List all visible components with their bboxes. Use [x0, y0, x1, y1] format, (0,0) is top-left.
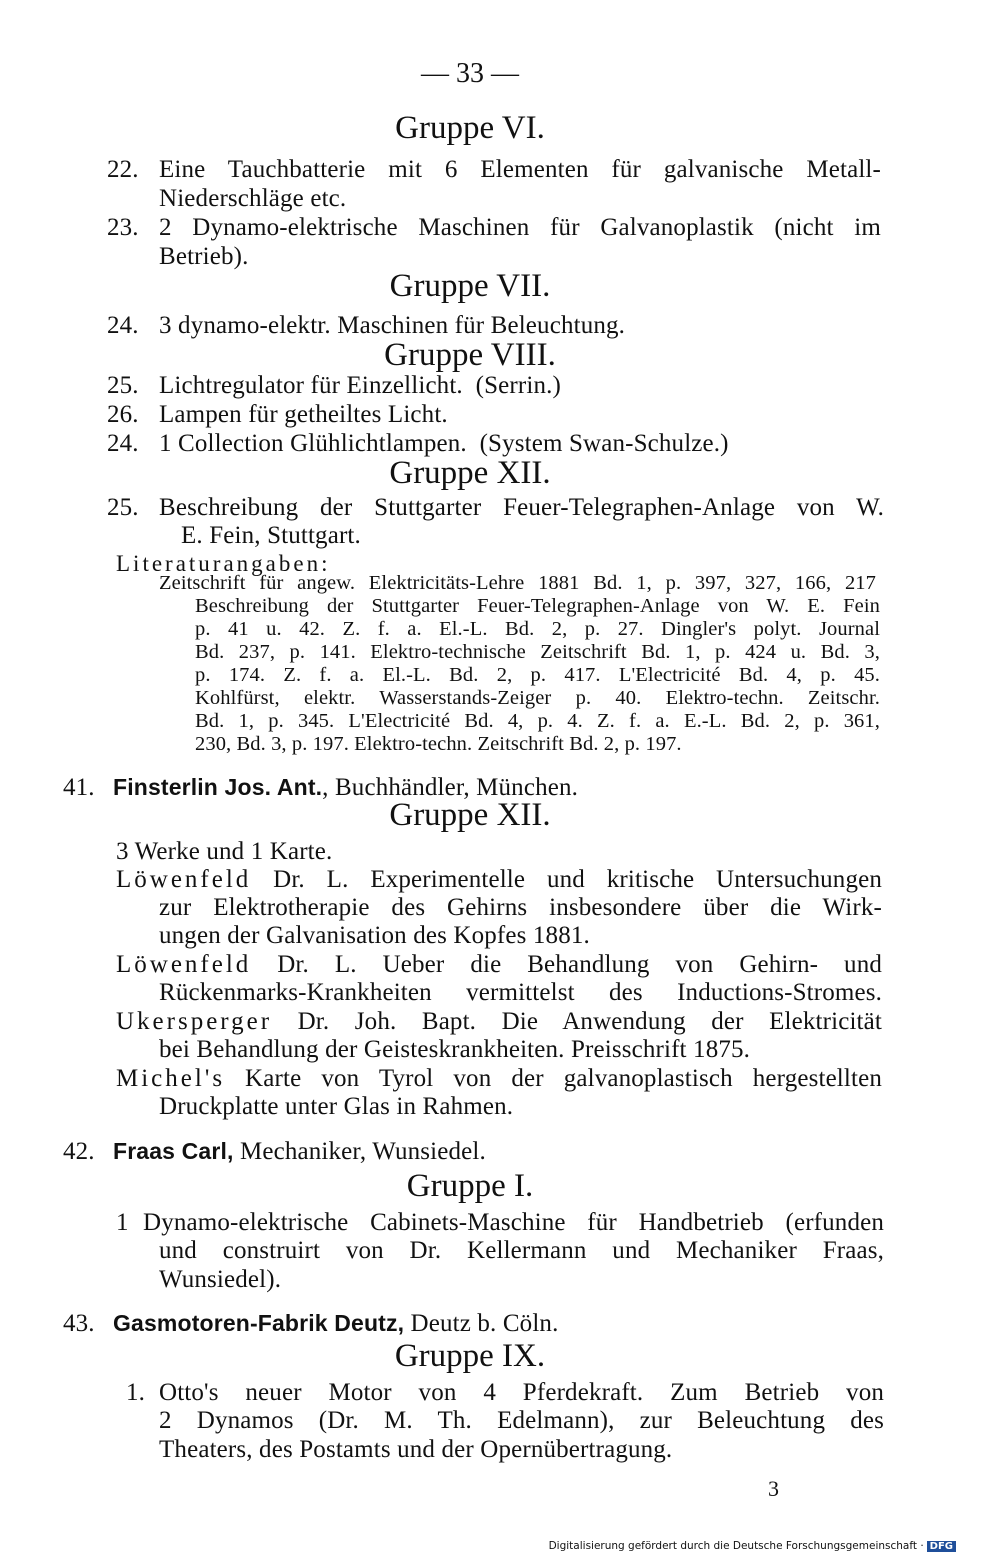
work-entry-line: Druckplatte unter Glas in Rahmen. — [159, 1093, 514, 1120]
item-text-line: 2 Dynamo-elektrische Maschinen für Galvanoplastik (nicht im — [159, 214, 881, 241]
item-number: 1 — [116, 1209, 129, 1236]
item-text-line: 3 Werke und 1 Karte. — [116, 838, 333, 865]
item-number: 25. — [107, 372, 139, 399]
signature-mark: 3 — [768, 1476, 780, 1501]
work-author: Löwenfeld — [116, 951, 252, 978]
work-entry-line: ungen der Galvanisation des Kopfes 1881. — [159, 922, 590, 949]
item-text-line: Lichtregulator für Einzellicht. (Serrin.) — [159, 372, 561, 399]
item-text-line: Wunsiedel). — [159, 1266, 282, 1293]
exhibitor-name: Fraas Carl, — [113, 1138, 234, 1164]
literature-line: p. 41 u. 42. Z. f. a. El.-L. Bd. 2, p. 27. Dingler's polyt. Journal — [195, 618, 880, 640]
exhibitor-name: Gasmotoren-Fabrik Deutz, — [113, 1310, 405, 1336]
work-entry-line: Rückenmarks-Krankheiten vermittelst des Inductions-Stromes. — [159, 979, 882, 1006]
item-text-line: 2 Dynamos (Dr. M. Th. Edelmann), zur Beleuchtung des — [159, 1407, 884, 1434]
item-text-line: E. Fein, Stuttgart. — [181, 522, 361, 549]
work-entry-line — [116, 866, 882, 894]
entry-42 — [63, 1138, 486, 1166]
item-number: 24. — [107, 430, 139, 457]
work-author: Ukersperger — [116, 1008, 273, 1035]
group-heading-i: Gruppe I. — [406, 1168, 534, 1204]
group-heading-viii: Gruppe VIII. — [384, 337, 556, 373]
item-text-line: Niederschläge etc. — [159, 185, 347, 212]
group-heading-ix: Gruppe IX. — [394, 1338, 546, 1374]
literature-label: Literaturangaben: — [116, 551, 331, 576]
item-number: 22. — [107, 156, 139, 183]
work-entry-line: bei Behandlung der Geisteskrankheiten. Preisschrift 1875. — [159, 1036, 751, 1063]
item-number: 24. — [107, 312, 139, 339]
group-heading-xii: Gruppe XII. — [389, 797, 551, 833]
work-title: Dr. L. Ueber die Behandlung von Gehirn- und — [251, 951, 882, 978]
work-entry-line — [116, 1008, 882, 1036]
literature-line: Zeitschrift für angew. Elektricitäts-Lehre 1881 Bd. 1, p. 397, 327, 166, 217 — [159, 572, 876, 594]
work-entry-line: zur Elektrotherapie des Gehirns insbesondere über die Wirk- — [159, 894, 882, 921]
entry-number: 43. — [63, 1310, 95, 1337]
work-title: Dr. L. Experimentelle und kritische Untersuchungen — [251, 866, 882, 893]
item-text-line: 3 dynamo-elektr. Maschinen für Beleuchtung. — [159, 312, 626, 339]
page-number: — 33 — — [421, 58, 519, 89]
literature-line: Beschreibung der Stuttgarter Feuer-Telegraphen-Anlage von W. E. Fein — [195, 595, 880, 617]
item-text-line: Otto's neuer Motor von 4 Pferdekraft. Zum Betrieb von — [159, 1379, 884, 1406]
literature-line: Kohlfürst, elektr. Wasserstands-Zeiger p. 40. Elektro-techn. Zeitschr. — [195, 687, 880, 709]
item-text-line: Dynamo-elektrische Cabinets-Maschine für Handbetrieb (erfunden — [143, 1209, 884, 1236]
group-heading-vi: Gruppe VI. — [395, 110, 545, 146]
exhibitor-details: Deutz b. Cöln. — [404, 1310, 559, 1337]
work-title: Dr. Joh. Bapt. Die Anwendung der Elektricität — [272, 1008, 882, 1035]
item-number: 23. — [107, 214, 139, 241]
item-text-line: Lampen für getheiltes Licht. — [159, 401, 448, 428]
item-number: 26. — [107, 401, 139, 428]
exhibitor-details: Mechaniker, Wunsiedel. — [233, 1138, 486, 1165]
entry-number: 41. — [63, 774, 95, 801]
digitization-footer — [549, 1540, 956, 1552]
exhibitor-details: , Buchhändler, München. — [322, 774, 579, 801]
entry-number: 42. — [63, 1138, 95, 1165]
entry-43 — [63, 1310, 558, 1338]
group-heading-xii: Gruppe XII. — [389, 455, 551, 491]
literature-line: Bd. 1, p. 345. L'Electricité Bd. 4, p. 4. Z. f. a. E.-L. Bd. 2, p. 361, — [195, 710, 880, 732]
work-title: Karte von Tyrol von der galvanoplastisch hergestellten — [225, 1065, 882, 1092]
item-number: 25. — [107, 494, 139, 521]
item-text-line: Eine Tauchbatterie mit 6 Elementen für galvanische Metall- — [159, 156, 881, 183]
item-text-line: Betrieb). — [159, 243, 249, 270]
item-text-line: und construirt von Dr. Kellermann und Mechaniker Fraas, — [159, 1237, 884, 1264]
footer-text: Digitalisierung gefördert durch die Deutsche Forschungsgemeinschaft · — [548, 1540, 924, 1552]
literature-line: Bd. 237, p. 141. Elektro-technische Zeitschrift Bd. 1, p. 424 u. Bd. 3, — [195, 641, 880, 663]
work-author: Löwenfeld — [116, 866, 252, 893]
exhibitor-name: Finsterlin Jos. Ant. — [113, 774, 323, 800]
item-text-line: Theaters, des Postamts und der Opernübertragung. — [159, 1436, 673, 1463]
item-text-line: 1 Collection Glühlichtlampen. (System Swan-Schulze.) — [159, 430, 729, 457]
item-number: 1. — [126, 1379, 146, 1406]
work-author: Michel's — [116, 1065, 226, 1092]
literature-line: 230, Bd. 3, p. 197. Elektro-techn. Zeitschrift Bd. 2, p. 197. — [195, 733, 682, 755]
item-text-line: Beschreibung der Stuttgarter Feuer-Telegraphen-Anlage von W. — [159, 494, 884, 521]
dfg-logo: DFG — [927, 1541, 956, 1552]
work-entry-line — [116, 1065, 882, 1093]
literature-line: p. 174. Z. f. a. El.-L. Bd. 2, p. 417. L'Electricité Bd. 4, p. 45. — [195, 664, 880, 686]
group-heading-vii: Gruppe VII. — [389, 268, 551, 304]
work-entry-line — [116, 951, 882, 979]
